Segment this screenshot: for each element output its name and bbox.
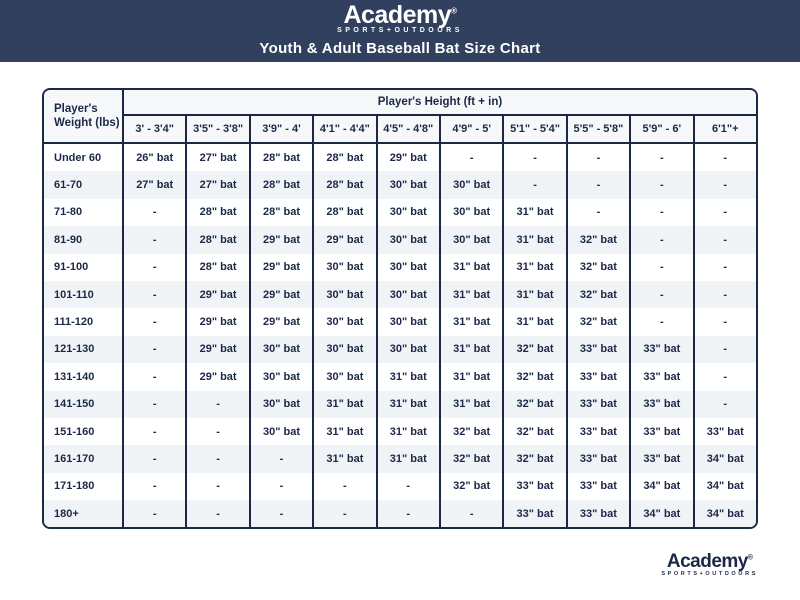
bat-size-cell: - [566,144,629,171]
bat-size-cell: 32" bat [439,473,502,500]
bat-size-cell: 33" bat [629,363,692,390]
bat-size-cell: 34" bat [693,445,756,472]
bat-size-cell: 31" bat [502,308,565,335]
footer-logo-wordmark [661,552,758,571]
bat-size-cell: - [122,363,185,390]
bat-size-cell: 27" bat [185,171,248,198]
bat-size-cell: 30" bat [376,226,439,253]
bat-size-cell: 34" bat [693,473,756,500]
height-column-header: 4'5" - 4'8" [376,116,439,144]
bat-size-cell: 33" bat [566,391,629,418]
bat-size-cell: 33" bat [566,473,629,500]
weight-cell: 171-180 [54,480,95,493]
bat-size-cell: - [693,281,756,308]
bat-size-cell: - [249,473,312,500]
bat-size-cell: - [122,445,185,472]
bat-size-cell: - [185,473,248,500]
weight-cell: 81-90 [54,233,83,246]
bat-size-cell: 32" bat [566,254,629,281]
bat-size-cell: - [122,226,185,253]
bat-size-cell: - [185,391,248,418]
bat-size-cell: 27" bat [122,171,185,198]
bat-size-cell: 30" bat [376,281,439,308]
bat-size-cell: 31" bat [502,254,565,281]
bat-size-cell: - [122,391,185,418]
bat-size-cell: - [693,336,756,363]
bat-size-cell: 31" bat [439,391,502,418]
bat-size-cell: 33" bat [629,336,692,363]
weight-cell: 151-160 [54,425,95,438]
bat-size-cell: - [693,391,756,418]
bat-size-cell: 30" bat [249,336,312,363]
bat-size-cell: 31" bat [439,308,502,335]
bat-size-cell: 29" bat [185,308,248,335]
height-column-header: 4'9" - 5' [439,116,502,144]
bat-size-cell: 30" bat [249,391,312,418]
bat-size-cell: - [629,199,692,226]
bat-size-cell: 32" bat [566,308,629,335]
bat-size-cell: 33" bat [629,445,692,472]
bat-size-cell: - [439,144,502,171]
bat-size-cell: 32" bat [439,418,502,445]
bat-size-cell: 29" bat [249,254,312,281]
bat-size-cell: 30" bat [376,308,439,335]
bat-size-cell: 28" bat [185,226,248,253]
group-header-row [44,90,756,116]
bat-size-cell: - [312,500,375,527]
bat-size-cell: - [693,254,756,281]
bat-size-cell: - [693,308,756,335]
height-column-header: 3'5" - 3'8" [185,116,248,144]
footer-registered-mark: ® [747,554,753,562]
bat-size-cell: 31" bat [439,336,502,363]
bat-size-cell: 31" bat [502,281,565,308]
bat-size-cell: 30" bat [249,418,312,445]
table-row [44,308,756,335]
bat-size-cell: 34" bat [629,500,692,527]
weight-cell: 141-150 [54,398,95,411]
bat-size-cell: - [566,171,629,198]
weight-column-header: Player's Weight (lbs) [44,90,122,144]
bat-size-cell: 34" bat [693,500,756,527]
bat-size-cell: 29" bat [249,226,312,253]
bat-size-cell: 31" bat [376,418,439,445]
bat-size-cell: 28" bat [312,171,375,198]
bat-size-cell: 30" bat [312,281,375,308]
bat-size-cell: - [122,336,185,363]
table-row [44,418,756,445]
bat-size-cell: 32" bat [502,418,565,445]
bat-size-cell: - [376,500,439,527]
bat-size-cell: 26" bat [122,144,185,171]
bat-size-table [42,88,758,529]
table-body [44,144,756,527]
bat-size-cell: - [249,500,312,527]
bat-size-cell: 30" bat [376,199,439,226]
bat-size-cell: - [693,363,756,390]
bat-size-cell: 31" bat [376,363,439,390]
registered-mark: ® [451,6,457,16]
weight-cell: 111-120 [54,316,94,329]
bat-size-cell: - [122,199,185,226]
height-column-header: 5'5" - 5'8" [566,116,629,144]
bat-size-cell: - [439,500,502,527]
table-row [44,500,756,527]
bat-size-cell: - [566,199,629,226]
bat-size-cell: 32" bat [439,445,502,472]
bat-size-cell: 29" bat [312,226,375,253]
bat-size-cell: 33" bat [566,445,629,472]
bat-size-cell: 31" bat [502,199,565,226]
bat-size-cell: 31" bat [376,445,439,472]
bat-size-cell: - [629,226,692,253]
header-band [0,0,800,62]
bat-size-cell: 34" bat [629,473,692,500]
bat-size-cell: 30" bat [376,254,439,281]
bat-size-cell: 28" bat [249,144,312,171]
footer-logo-tagline: SPORTS+OUTDOORS [661,571,758,577]
bat-size-cell: 33" bat [629,418,692,445]
bat-size-cell: 29" bat [249,281,312,308]
weight-cell: 91-100 [54,261,89,274]
bat-size-cell: 30" bat [439,171,502,198]
height-column-header: 6'1"+ [693,116,756,144]
bat-size-cell: 30" bat [376,336,439,363]
academy-logo-wordmark [0,3,800,28]
bat-size-cell: - [629,254,692,281]
table-row [44,281,756,308]
bat-size-cell: - [122,418,185,445]
bat-size-cell: - [629,171,692,198]
bat-size-cell: 28" bat [185,254,248,281]
weight-cell: Under 60 [54,151,102,164]
bat-size-cell: 28" bat [249,171,312,198]
bat-size-cell: 30" bat [439,199,502,226]
bat-size-cell: 33" bat [566,363,629,390]
bat-size-cell: - [502,171,565,198]
weight-cell: 61-70 [54,179,83,192]
height-column-header: 3'9" - 4' [249,116,312,144]
bat-size-cell: 28" bat [312,144,375,171]
bat-size-cell: 31" bat [312,391,375,418]
bat-size-cell: - [376,473,439,500]
footer-logo-text: Academy [666,551,748,572]
bat-size-cell: 33" bat [566,500,629,527]
bat-size-cell: - [502,144,565,171]
table-row [44,391,756,418]
height-column-header: 5'9" - 6' [629,116,692,144]
bat-size-cell: 31" bat [439,281,502,308]
footer-academy-logo [661,552,758,577]
height-columns-row [44,116,756,144]
bat-size-cell: 30" bat [312,308,375,335]
height-column-header: 3' - 3'4" [122,116,185,144]
bat-size-chart [42,88,758,529]
table-row [44,226,756,253]
table-row [44,336,756,363]
bat-size-cell: 33" bat [566,336,629,363]
table-row [44,445,756,472]
weight-cell: 101-110 [54,288,94,301]
bat-size-cell: 33" bat [502,500,565,527]
bat-size-cell: - [122,254,185,281]
bat-size-cell: - [693,226,756,253]
weight-cell: 71-80 [54,206,83,219]
weight-cell: 161-170 [54,452,95,465]
bat-size-cell: - [185,445,248,472]
academy-logo-tagline: SPORTS+OUTDOORS [337,27,463,34]
height-column-header: 5'1" - 5'4" [502,116,565,144]
bat-size-cell: 28" bat [185,199,248,226]
bat-size-cell: 33" bat [566,418,629,445]
bat-size-cell: 31" bat [312,445,375,472]
weight-cell: 131-140 [54,370,95,383]
bat-size-cell: - [693,144,756,171]
page-title: Youth & Adult Baseball Bat Size Chart [259,39,541,57]
bat-size-cell: 32" bat [502,445,565,472]
height-column-header: 4'1" - 4'4" [312,116,375,144]
bat-size-cell: 33" bat [629,391,692,418]
bat-size-cell: 28" bat [249,199,312,226]
bat-size-cell: 31" bat [439,254,502,281]
bat-size-cell: - [122,473,185,500]
bat-size-cell: 29" bat [185,336,248,363]
bat-size-cell: - [249,445,312,472]
bat-size-cell: - [693,199,756,226]
bat-size-cell: 32" bat [566,281,629,308]
bat-size-cell: 31" bat [502,226,565,253]
bat-size-cell: 32" bat [502,363,565,390]
bat-size-cell: 32" bat [566,226,629,253]
bat-size-cell: - [122,500,185,527]
bat-size-cell: 30" bat [376,171,439,198]
bat-size-cell: 30" bat [312,363,375,390]
academy-logo [0,3,800,35]
bat-size-cell: 32" bat [502,336,565,363]
table-row [44,254,756,281]
weight-cell: 121-130 [54,343,95,356]
bat-size-cell: - [185,500,248,527]
height-group-header: Player's Height (ft + in) [122,90,756,116]
bat-size-cell: 33" bat [693,418,756,445]
bat-size-cell: - [629,308,692,335]
bat-size-cell: 30" bat [312,336,375,363]
bat-size-cell: - [629,144,692,171]
bat-size-cell: 31" bat [312,418,375,445]
bat-size-cell: - [122,281,185,308]
bat-size-cell: 30" bat [312,254,375,281]
bat-size-cell: 29" bat [249,308,312,335]
bat-size-cell: 27" bat [185,144,248,171]
bat-size-cell: 29" bat [185,281,248,308]
academy-logo-text: Academy [343,1,452,29]
bat-size-cell: - [312,473,375,500]
bat-size-cell: 30" bat [439,226,502,253]
bat-size-cell: - [185,418,248,445]
bat-size-cell: 30" bat [249,363,312,390]
bat-size-cell: 28" bat [312,199,375,226]
weight-cell: 180+ [54,507,79,520]
bat-size-cell: - [693,171,756,198]
table-row [44,363,756,390]
bat-size-cell: 29" bat [185,363,248,390]
bat-size-cell: 32" bat [502,391,565,418]
table-row [44,144,756,171]
table-row [44,199,756,226]
bat-size-cell: 33" bat [502,473,565,500]
bat-size-cell: 31" bat [439,363,502,390]
bat-size-cell: - [629,281,692,308]
bat-size-cell: 31" bat [376,391,439,418]
table-row [44,171,756,198]
bat-size-cell: 29" bat [376,144,439,171]
bat-size-cell: - [122,308,185,335]
table-row [44,473,756,500]
